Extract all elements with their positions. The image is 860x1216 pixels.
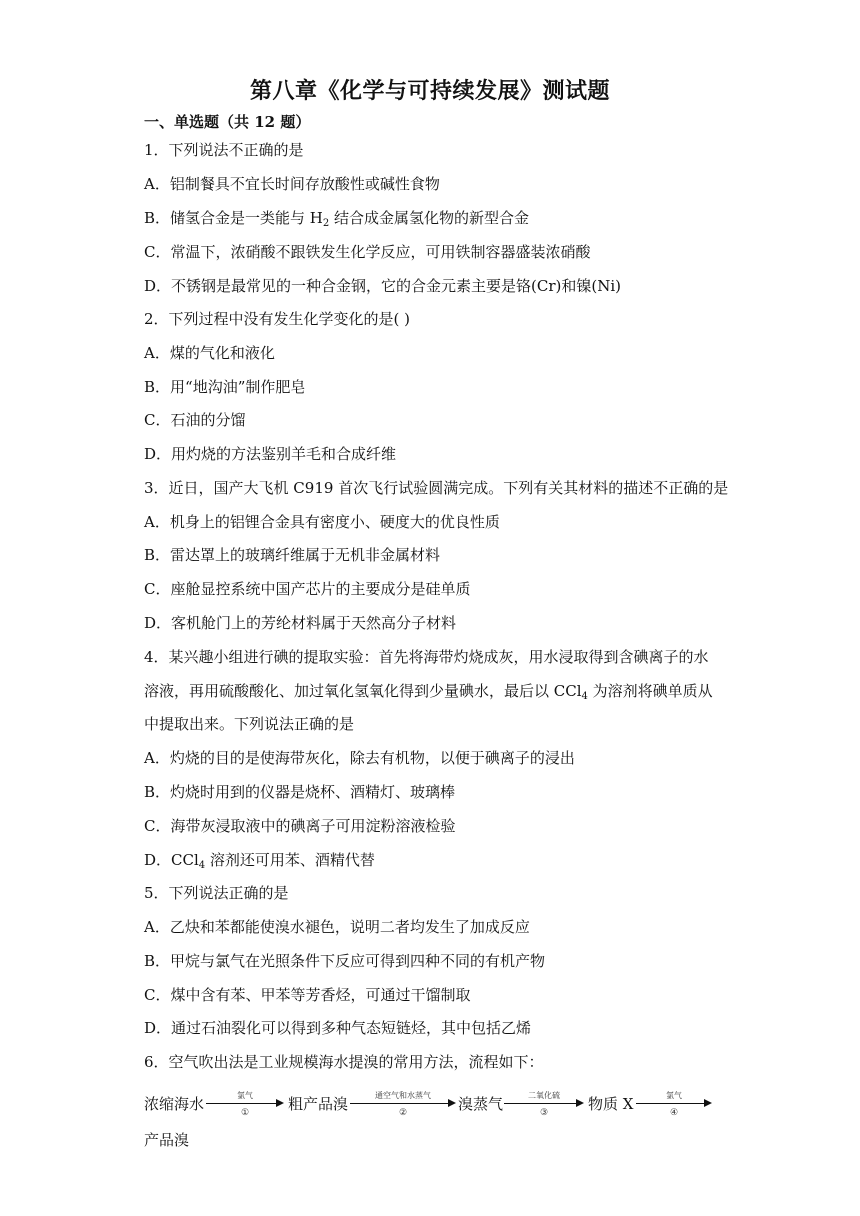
flow-arrow-4-step: ④ [669, 1108, 679, 1118]
flow-arrow-2-step: ② [398, 1108, 408, 1118]
section-heading: 一、单选题（共 12 题） [144, 113, 311, 131]
question-1-option-a: A．铝制餐具不宜长时间存放酸性或碱性食物 [144, 175, 440, 193]
flow-arrow-2-reagent: 通空气和水蒸气 [375, 1091, 431, 1100]
question-2-option-c: C．石油的分馏 [144, 411, 246, 429]
question-1-option-b: B．储氢合金是一类能与 $H_2$ 结合成金属氢化物的新型合金 [144, 209, 530, 229]
question-2-option-a: A．煤的气化和液化 [144, 344, 275, 362]
flow-arrow-1-reagent: 氯气 [237, 1091, 253, 1100]
flow-arrow-1-step: ① [240, 1108, 250, 1118]
question-5-option-c: C．煤中含有苯、甲苯等芳香烃，可通过干馏制取 [144, 986, 471, 1004]
flow-arrow-1 [206, 1086, 284, 1126]
question-2-option-d: D．用灼烧的方法鉴别羊毛和合成纤维 [144, 445, 397, 463]
question-5-option-d: D．通过石油裂化可以得到多种气态短链烃，其中包括乙烯 [144, 1019, 532, 1037]
question-4-stem-line-2: 溶液，再用硫酸酸化、加过氧化氢氧化得到少量碘水，最后以 CCl$_4$ 为溶剂将碘单质从 [144, 682, 713, 702]
question-1-option-d: D．不锈钢是最常见的一种合金钢，它的合金元素主要是铬(Cr)和镍(Ni) [144, 277, 622, 295]
question-4-option-a: A．灼烧的目的是使海带灰化，除去有机物，以便于碘离子的浸出 [144, 749, 575, 767]
flow-arrow-3-step: ③ [539, 1108, 549, 1118]
question-3-option-d: D．客机舱门上的芳纶材料属于天然高分子材料 [144, 614, 457, 632]
question-3-option-a: A．机身上的铝锂合金具有密度小、硬度大的优良性质 [144, 513, 500, 531]
arrow-head-icon [276, 1099, 284, 1107]
question-4-stem-line-3: 中提取出来。下列说法正确的是 [144, 715, 355, 733]
question-4-option-d: D．CCl$_4$ 溶剂还可用苯、酒精代替 [144, 851, 375, 871]
flow-arrow-3 [504, 1086, 584, 1126]
question-5-stem: 5．下列说法正确的是 [144, 884, 289, 902]
question-3-option-c: C．座舱显控系统中国产芯片的主要成分是硅单质 [144, 580, 471, 598]
flow-arrow-2 [350, 1086, 456, 1126]
arrow-head-icon [576, 1099, 584, 1107]
question-1-option-c: C．常温下，浓硝酸不跟铁发生化学反应，可用铁制容器盛装浓硝酸 [144, 243, 591, 261]
question-5-option-b: B．甲烷与氯气在光照条件下反应可得到四种不同的有机产物 [144, 952, 546, 970]
flow-node-substance-x: 物质 X [588, 1095, 634, 1113]
question-2-option-b: B．用“地沟油”制作肥皂 [144, 378, 306, 396]
question-4-stem-line-1: 4．某兴趣小组进行碘的提取实验：首先将海带灼烧成灰，用水浸取得到含碘离子的水 [144, 648, 709, 666]
question-2-stem: 2．下列过程中没有发生化学变化的是( ) [144, 310, 411, 328]
question-5-option-a: A．乙炔和苯都能使溴水褪色，说明二者均发生了加成反应 [144, 918, 530, 936]
question-3-option-b: B．雷达罩上的玻璃纤维属于无机非金属材料 [144, 546, 441, 564]
flow-node-bromine-vapor: 溴蒸气 [458, 1095, 504, 1113]
question-4-option-c: C．海带灰浸取液中的碘离子可用淀粉溶液检验 [144, 817, 456, 835]
flow-node-product-bromine: 产品溴 [144, 1131, 190, 1149]
question-6-stem: 6．空气吹出法是工业规模海水提溴的常用方法，流程如下： [144, 1053, 544, 1071]
arrow-head-icon [704, 1099, 712, 1107]
page-title: 第八章《化学与可持续发展》测试题 [249, 78, 610, 104]
question-4-option-b: B．灼烧时用到的仪器是烧杯、酒精灯、玻璃棒 [144, 783, 456, 801]
flow-node-concentrated-seawater: 浓缩海水 [144, 1095, 205, 1113]
arrow-head-icon [448, 1099, 456, 1107]
flow-arrow-4-reagent: 氯气 [666, 1091, 682, 1100]
flow-arrow-4 [636, 1086, 712, 1126]
flow-arrow-3-reagent: 二氧化硫 [528, 1091, 560, 1100]
flow-node-crude-bromine: 粗产品溴 [288, 1095, 349, 1113]
question-3-stem: 3．近日，国产大飞机 C919 首次飞行试验圆满完成。下列有关其材料的描述不正确的是 [144, 479, 729, 497]
question-1-stem: 1．下列说法不正确的是 [144, 141, 304, 159]
